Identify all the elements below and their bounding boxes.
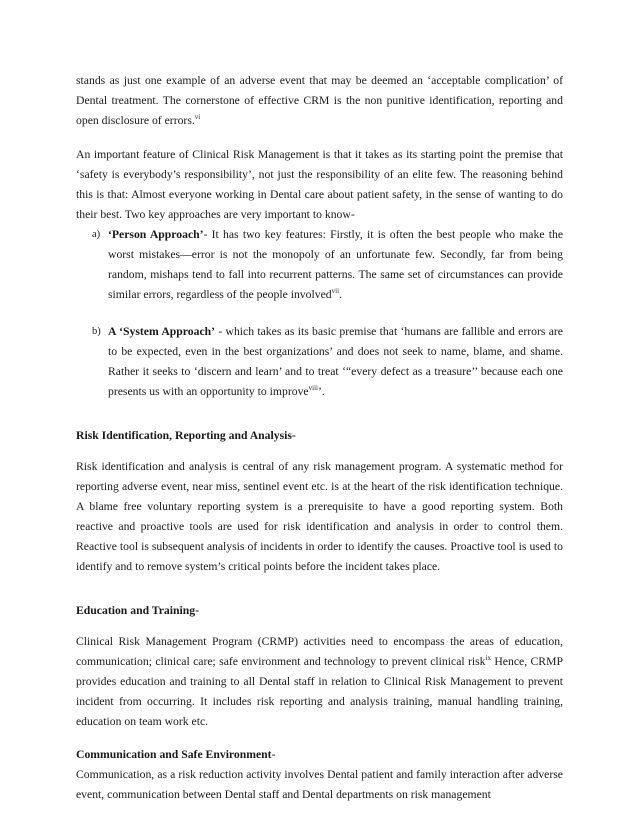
list-marker: b) [92,326,101,337]
list-item-lead: ‘Person Approach’ [108,228,204,241]
list-item-lead: A ‘System Approach’ [108,325,216,338]
list-item-person-approach: a) ‘Person Approach’- It has two key features: Firstly, it is often the best people who make the worst mistakes—error is not the monopoly of an unfortunate few. Secondly, far from being random, mishaps tend to fall into recurrent patterns. The same set of circumstances can provide similar errors, regardless of the people involved$^{vii}$. [76,225,563,305]
paragraph-crm-feature: An important feature of Clinical Risk Management is that it takes as its starting point the premise that ‘safety is everybody’s responsibility’, not just the responsibility of an elite few. The reasoning behind this is that: Almost everyone working in Dental care about patient safety, in the sense of wanting to do their best. Two key approaches are very important to know- [76,148,563,221]
paragraph-education-training: Clinical Risk Management Program (CRMP) activities need to encompass the areas of education, communication; clinical care; safe environment and technology to prevent clinical risk$^{ix}$ Hence, CRMP provides education and training to all Dental staff in relation to Clinical Risk Management to prevent incident from occurring. It includes risk reporting and analysis training, manual handling training, education on team work etc. [76,635,563,728]
section-heading-education-training: Education and Training- [76,604,199,617]
list-item-system-approach: b) A ‘System Approach’ - which takes as its basic premise that ‘humans are fallible and errors are to be expected, even in the best organizations’ and does not seek to name, blame, and shame. Rather it seeks to ‘discern and learn’ and to treat ‘“every defect as a treasure’’ because each one presents us with an opportunity to improve$^{viii}$’. [76,322,563,402]
approach-list [76,225,563,402]
footnote-ref[interactable]: vii [331,287,340,295]
list-item-text: - which takes as its basic premise that ‘humans are fallible and errors are to be expected, even in the best organizations’ and does not seek to name, blame, and shame. Rather it seeks to ‘discern and learn’ and to treat ‘“every defect as a treasure’’ because each one presents us with an opportunity to improve [108,325,563,398]
list-marker: a) [92,229,101,240]
section-heading-communication: Communication and Safe Environment- [76,748,276,761]
footnote-ref[interactable]: viii [308,384,318,392]
footnote-ref[interactable]: ix [485,654,491,662]
paragraph-risk-identification: Risk identification and analysis is central of any risk management program. A systematic method for reporting adverse event, near miss, sentinel event etc. is at the heart of the risk identification technique. A blame free voluntary reporting system is a prerequisite to have a good reporting system. Both reactive and proactive tools are used for risk identification and analysis in order to control them. Reactive tool is subsequent analysis of incidents in order to identify the causes. Proactive tool is used to identify and to remove system’s critical points before the incident takes place. [76,460,563,573]
section-heading-risk-identification: Risk Identification, Reporting and Analysis- [76,429,296,442]
list-item-text: - It has two key features: Firstly, it is often the best people who make the worst mistakes—error is not the monopoly of an unfortunate few. Secondly, far from being random, mishaps tend to fall into recurrent patterns. The same set of circumstances can provide similar errors, regardless of the people involved [108,228,564,301]
paragraph-communication: Communication, as a risk reduction activity involves Dental patient and family interaction after adverse event, communication between Dental staff and Dental departments on risk management [76,768,563,801]
footnote-ref[interactable]: vi [194,113,201,121]
paragraph-intro: stands as just one example of an adverse event that may be deemed an ‘acceptable complication’ of Dental treatment. The cornerstone of effective CRM is the non punitive identification, reporting and open disclosure of errors.$^{vi}$ [76,74,563,127]
